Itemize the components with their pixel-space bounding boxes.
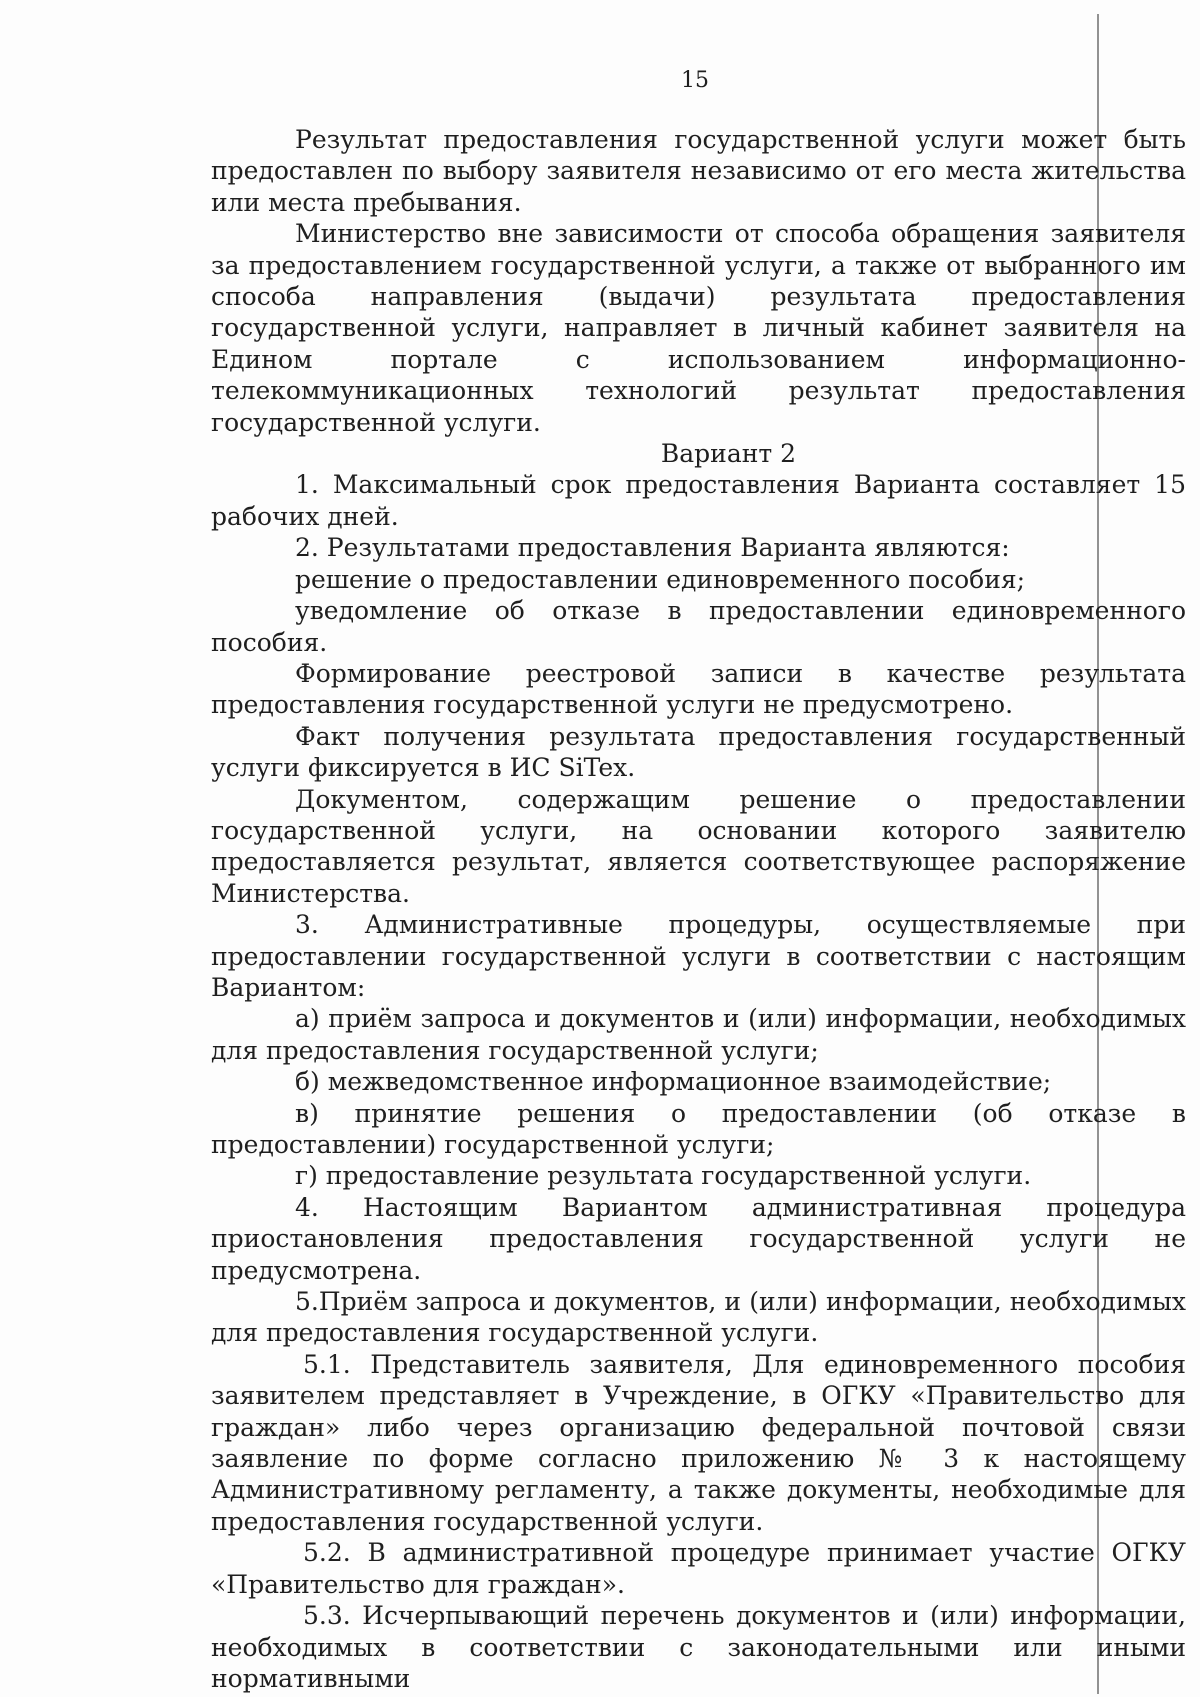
paragraph-subitem-b: б) межведомственное информационное взаимодействие; [295, 1067, 1052, 1097]
paragraph-ministry-personal-account: Министерство вне зависимости от способа обращения заявителя за предоставлением государственной услуги, а также от выбранного им способа направления (выдачи) результата предоставления государственной услуги, направляет в личный кабинет заявителя на Едином портале с использованием информационно-телекоммуникационных технологий результат предоставления государственной услуги. [211, 219, 1186, 437]
paragraph-item-2: 2. Результатами предоставления Варианта являются: [295, 533, 1010, 563]
paragraph-item-4: 4. Настоящим Вариантом административная процедура приостановления предоставления государственной услуги не предусмотрена. [211, 1192, 1186, 1285]
paragraph-result-decision: решение о предоставлении единовременного пособия; [295, 564, 1026, 594]
document-body [211, 124, 1186, 1694]
section-heading-variant-2: Вариант 2 [660, 439, 797, 469]
paragraph-decision-document: Документом, содержащим решение о предоставлении государственной услуги, на основании которого заявителю предоставляется результат, является соответствующее распоряжение Министерства. [211, 784, 1186, 908]
paragraph-fact-recorded: Факт получения результата предоставления государственный услуги фиксируется в ИС SiTex. [211, 721, 1186, 783]
paragraph-registry-record: Формирование реестровой записи в качестве результата предоставления государственной услуги не предусмотрено. [211, 658, 1186, 720]
paragraph-subitem-v: в) принятие решения о предоставлении (об отказе в предоставлении) государственной услуги; [211, 1098, 1186, 1159]
paragraph-item-3: 3. Административные процедуры, осуществляемые при предоставлении государственной услуги в соответствии с настоящим Вариантом: [211, 910, 1186, 1002]
paragraph-item-5: 5.Приём запроса и документов, и (или) информации, необходимых для предоставления государственной услуги. [211, 1287, 1186, 1348]
paragraph-subitem-g: г) предоставление результата государственной услуги. [295, 1161, 1032, 1191]
paragraph-item-1: 1. Максимальный срок предоставления Варианта составляет 15 рабочих дней. [211, 470, 1186, 531]
page-number: 15 [681, 68, 709, 93]
paragraph-result-delivery: Результат предоставления государственной услуги может быть предоставлен по выбору заявителя независимо от его места жительства или места пребывания. [211, 125, 1186, 217]
paragraph-subitem-a: а) приём запроса и документов и (или) информации, необходимых для предоставления государственной услуги; [211, 1004, 1186, 1065]
paragraph-item-5-2: 5.2. В административной процедуре принимает участие ОГКУ «Правительство для граждан». [211, 1538, 1186, 1599]
paragraph-item-5-1: 5.1. Представитель заявителя, Для единовременного пособия заявителем представляет в Учреждение, в ОГКУ «Правительство для граждан» либо через организацию федеральной почтовой связи заявление по форме согласно приложению № 3 к настоящему Административному регламенту, а также документы, необходимые для предоставления государственной услуги. [211, 1349, 1186, 1536]
paragraph-result-refusal: уведомление об отказе в предоставлении единовременного пособия. [211, 596, 1186, 657]
paragraph-item-5-3: 5.3. Исчерпывающий перечень документов и (или) информации, необходимых в соответствии с законодательными или иными нормативными [211, 1601, 1186, 1693]
